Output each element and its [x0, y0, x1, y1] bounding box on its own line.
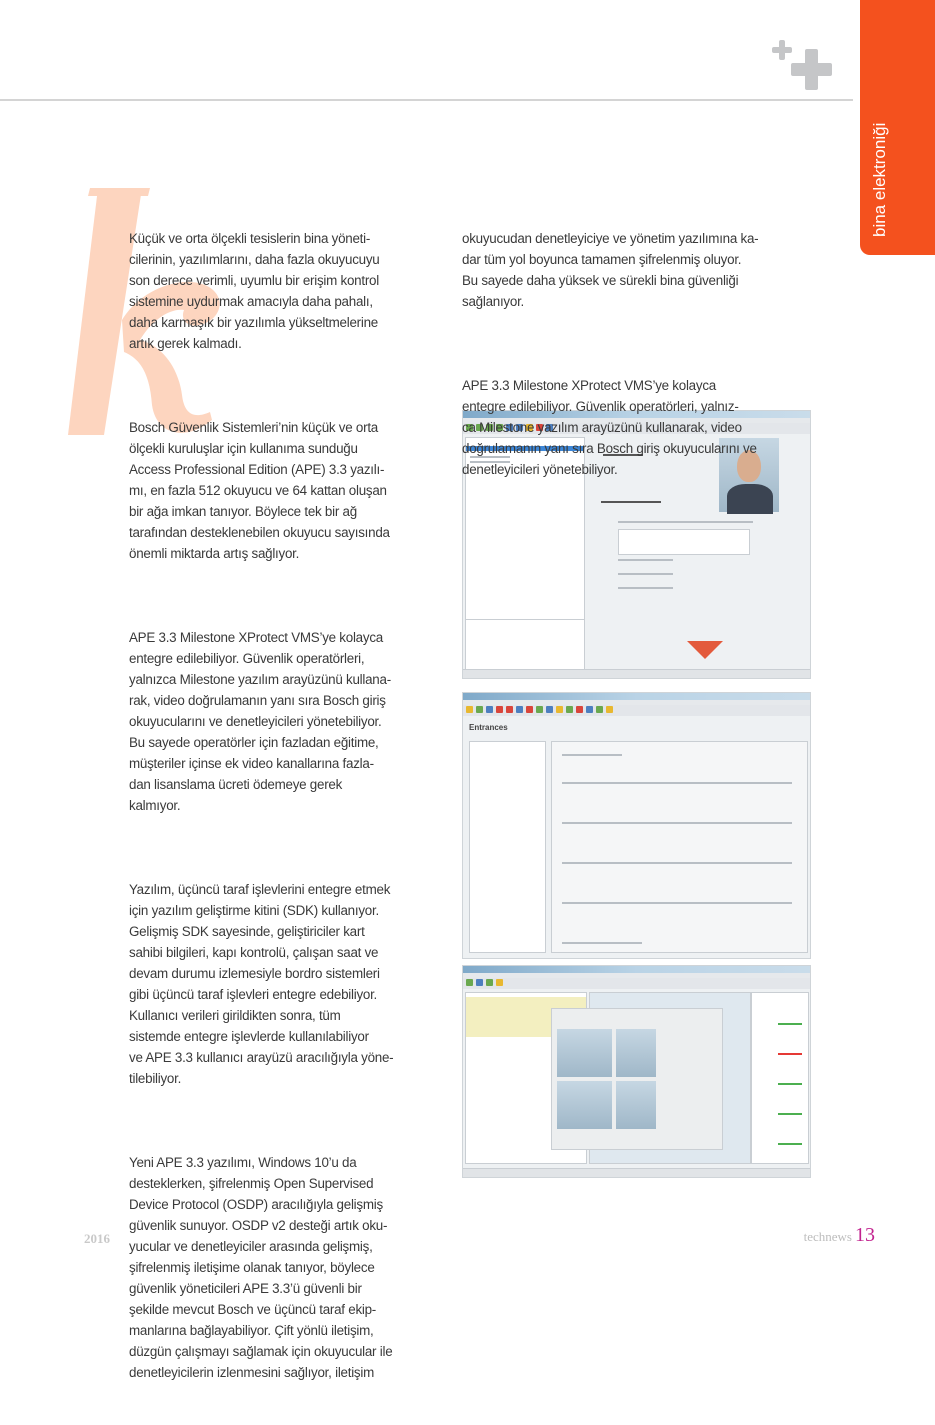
- paragraph: okuyucudan denetleyiciye ve yönetim yazılımına ka- dar tüm yol boyunca tamamen şifrelenmiş oluyor. Bu sayede daha yüksek ve sürekli bina güvenliği sağlanıyor.: [462, 231, 759, 309]
- left-column: [129, 186, 393, 1425]
- arrow-down-icon: [687, 641, 723, 659]
- footer-brand: [804, 1224, 875, 1247]
- paragraph: Küçük ve orta ölçekli tesislerin bina yöneti- cilerinin, yazılımlarını, daha fazla okuyucuyu son derece verimli, uyumlu bir erişim kontrol sistemine uydurmak amacıyla daha pahalı, daha karmaşık bir yazılımla yükseltmelerine artık gerek kalmadı.: [129, 231, 380, 351]
- brand-name: technews: [803, 1229, 852, 1244]
- right-column: [462, 186, 758, 522]
- paragraph: APE 3.3 Milestone XProtect VMS’ye kolayca entegre edilebiliyor. Güvenlik operatörleri, yalnız- ca Milestone yazılım arayüzünü kullanarak, video doğrulamanın yanı sıra Bosch giriş okuyucularını ve denetleyicileri yönetebiliyor.: [462, 378, 757, 477]
- page-number: 13: [855, 1224, 875, 1246]
- entrances-heading: Entrances: [469, 723, 508, 732]
- paragraph: Yazılım, üçüncü taraf işlevlerini entegre etmek için yazılım geliştirme kitini (SDK) kullanıyor. Gelişmiş SDK sayesinde, geliştiriciler kart sahibi bilgileri, kapı kontrolü, çalışan saat ve devam durumu izlemesiyle bordro sistemleri gibi üçüncü taraf işlevleri entegre edebiliyor. Kullanıcı verileri girildikten sonra, tüm sistemde entegre işlevlerde kullanılabiliyor ve APE 3.3 kullanıcı arayüzü aracılığıyla yöne- tilebiliyor.: [129, 882, 394, 1086]
- software-screenshot-entrances: [462, 692, 811, 959]
- header-rule: [0, 99, 853, 101]
- paragraph: APE 3.3 Milestone XProtect VMS’ye kolayca entegre edilebiliyor. Güvenlik operatörleri, yalnızca Milestone yazılım arayüzünü kullana- rak, video doğrulamanın yanı sıra Bosch giriş okuyucularını ve denetleyicileri yönetebiliyor. Bu sayede operatörler için fazladan eğitime, müşteriler içinse ek video kanallarına fazla- dan lisanslama ücreti ödemeye gerek kalmıyor.: [129, 630, 391, 813]
- section-tab: [860, 0, 935, 255]
- software-screenshot-video: [462, 965, 811, 1178]
- paragraph: Yeni APE 3.3 yazılımı, Windows 10’u da desteklerken, şifrelenmiş Open Supervised Device Protocol (OSDP) aracılığıyla gelişmiş güvenlik sunuyor. OSDP v2 desteği artık oku- yucular ve denetleyiciler arasında gelişmiş, şifrelenmiş iletişime olanak tanıyor, böylece güvenlik yöneticileri APE 3.3’ü güvenli bir şekilde mevcut Bosch ve üçüncü taraf ekip- manlarına bağlayabiliyor. Çift yönlü iletişim, düzgün çalışmayı sağlamak için okuyucular ile denetleyicilerin izlenmesini sağlıyor, iletişim: [129, 1155, 393, 1380]
- footer-year: 2016: [84, 1231, 110, 1246]
- section-tab-label: bina elektroniği: [870, 122, 889, 237]
- paragraph: Bosch Güvenlik Sistemleri’nin küçük ve orta ölçekli kuruluşlar için kullanıma sunduğu Access Professional Edition (APE) 3.3 yazılı- mı, en fazla 512 okuyucu ve 64 kattan oluşan bir ağa imkan tanıyor. Böylece tek bir ağ tarafından desteklenebilen okuyucu sayısında önemli miktarda artış sağlıyor.: [129, 420, 390, 561]
